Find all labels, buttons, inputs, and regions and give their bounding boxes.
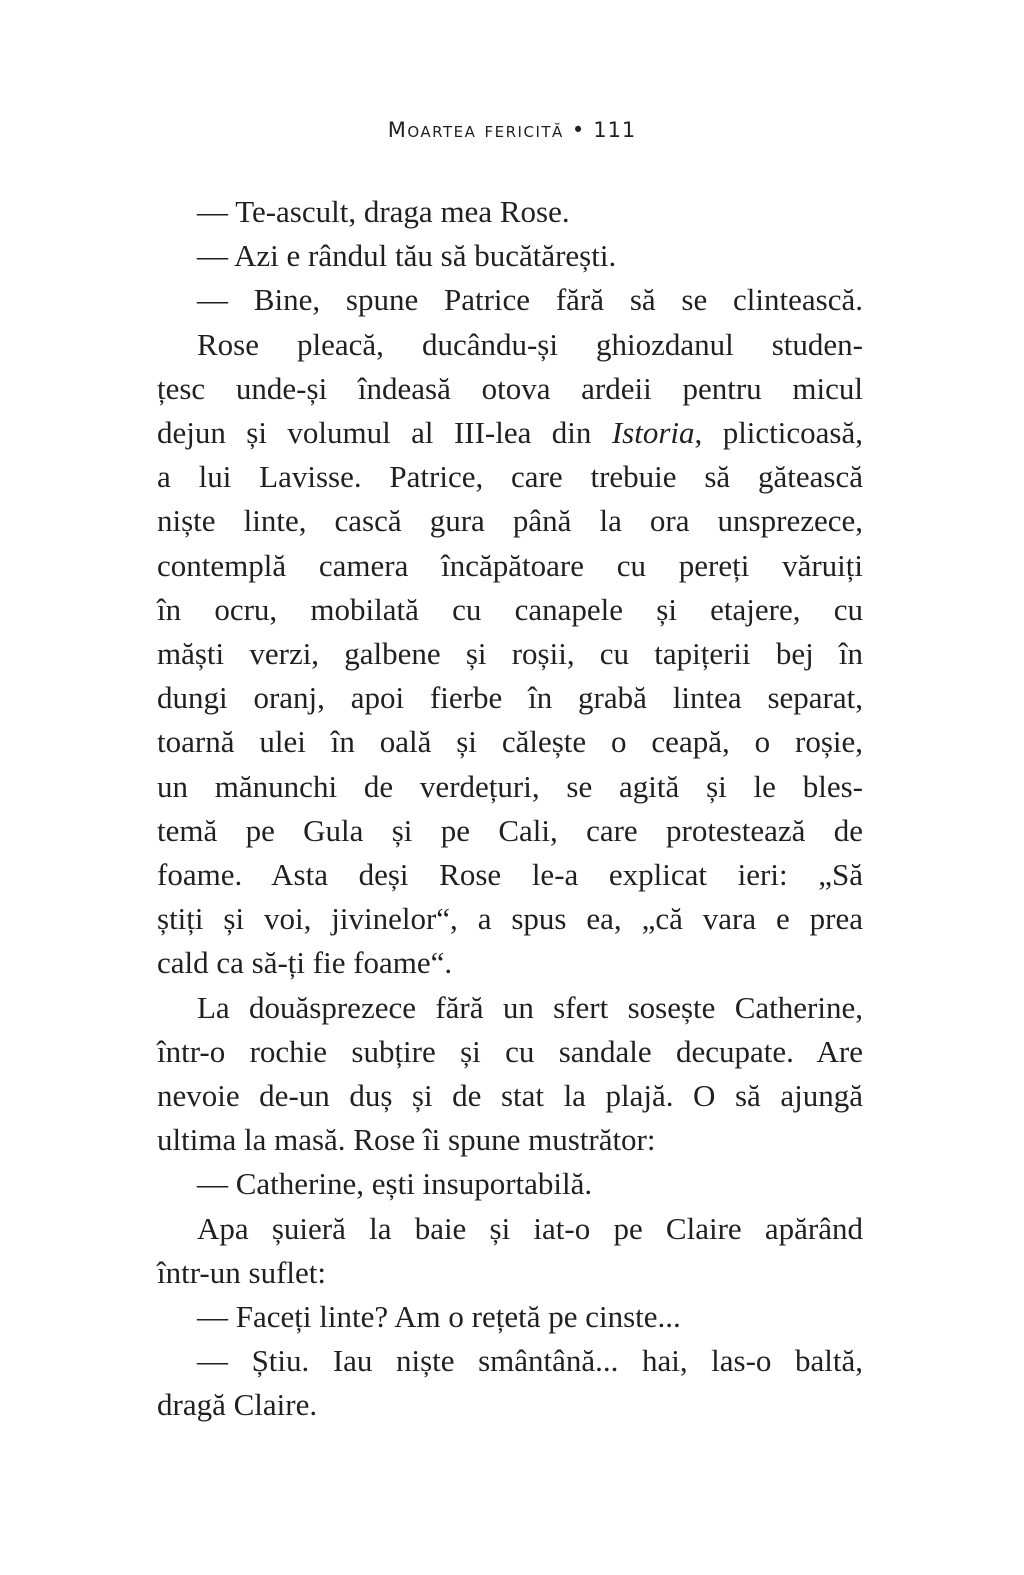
- page-number: 111: [593, 118, 637, 142]
- text-segment: dejun și volumul al III-lea din: [157, 415, 612, 451]
- text-line: cald ca să-ți fie foame“.: [157, 945, 453, 981]
- running-head: [0, 114, 1024, 146]
- text-line: un mănunchi de verdețuri, se agită și le bles-: [157, 768, 863, 804]
- text-line: — Catherine, ești insuportabilă.: [197, 1166, 593, 1202]
- body-text: [157, 190, 863, 1428]
- text-line: niște linte, cască gura până la ora unsprezece,: [157, 503, 863, 539]
- text-line: Apa șuieră la baie și iat-o pe Claire apărând: [197, 1210, 863, 1246]
- text-line: nevoie de-un duș și de stat la plajă. O să ajungă: [157, 1078, 863, 1114]
- text-line: foame. Asta deși Rose le-a explicat ieri: „Să: [157, 857, 863, 893]
- text-line: țesc unde-și îndeasă otova ardeii pentru micul: [157, 370, 863, 406]
- header-separator: •: [571, 118, 586, 142]
- text-line: toarnă ulei în oală și călește o ceapă, o roșie,: [157, 724, 863, 760]
- text-line: măști verzi, galbene și roșii, cu tapițerii bej în: [157, 636, 863, 672]
- text-line: Rose pleacă, ducându-și ghiozdanul studen-: [197, 326, 863, 362]
- text-line: temă pe Gula și pe Cali, care protestează de: [157, 812, 863, 848]
- text-line: într-o rochie subțire și cu sandale decupate. Are: [157, 1033, 863, 1069]
- text-line: știți și voi, jivinelor“, a spus ea, „că vara e prea: [157, 901, 863, 937]
- text-line: dragă Claire.: [157, 1387, 318, 1423]
- text-line: — Azi e rândul tău să bucătărești.: [197, 238, 617, 274]
- text-line: — Te-ascult, draga mea Rose.: [197, 194, 570, 229]
- text-line: a lui Lavisse. Patrice, care trebuie să gătească: [157, 459, 863, 495]
- text-line: în ocru, mobilată cu canapele și etajere, cu: [157, 591, 863, 627]
- text-line: contemplă camera încăpătoare cu pereți văruiți: [157, 547, 863, 583]
- text-line: ultima la masă. Rose îi spune mustrător:: [157, 1122, 656, 1158]
- text-line: — Bine, spune Patrice fără să se clintească.: [197, 282, 863, 318]
- italic-book-title: Istoria: [611, 415, 695, 451]
- book-title: Moartea fericită: [387, 118, 564, 142]
- text-line: La douăsprezece fără un sfert sosește Catherine,: [197, 989, 863, 1025]
- text-line: într-un suflet:: [157, 1254, 326, 1290]
- text-line: — Faceți linte? Am o rețetă pe cinste...: [197, 1299, 681, 1335]
- text-line: [157, 411, 863, 455]
- text-segment: , plicticoasă,: [694, 415, 863, 451]
- text-line: dungi oranj, apoi fierbe în grabă lintea separat,: [157, 680, 863, 716]
- text-line: — Știu. Iau niște smântână... hai, las-o baltă,: [197, 1343, 863, 1379]
